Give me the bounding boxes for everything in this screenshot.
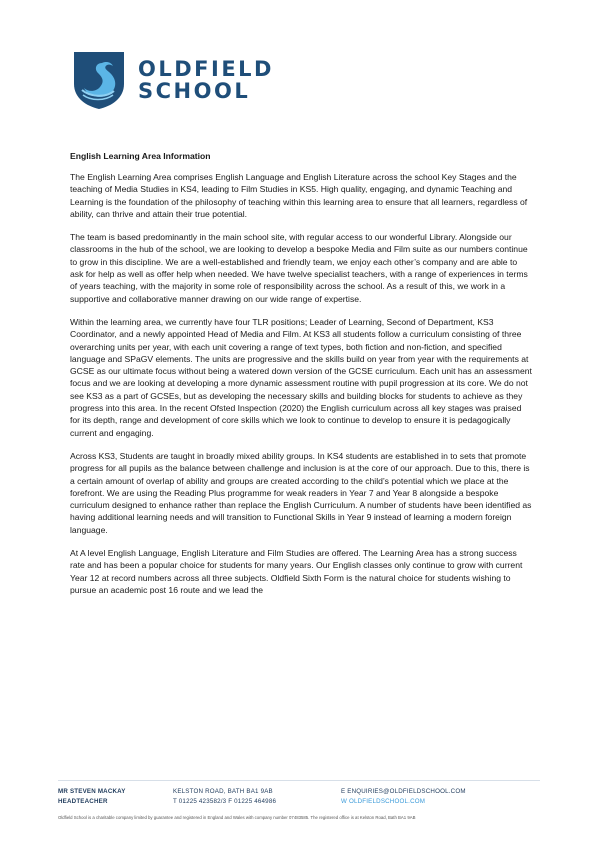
headteacher-name: MR STEVEN MACKAY (58, 788, 126, 795)
school-name-line1: OLDFIELD (138, 57, 274, 81)
school-phone: T 01225 423582/3 F 01225 464986 (173, 798, 277, 805)
school-logo (72, 50, 274, 110)
footer-address (173, 787, 276, 807)
paragraph-intro: The English Learning Area comprises English Language and English Literature across the school Key Stages and the teaching of Media Studies in KS4, leading to Film Studies in KS5. High quality, engaging, and dynamic Teaching and Learning is the foundation of the philosophy of teaching within this learning area to ensure that all learners, regardless of ability, can thrive and attain their true potential. (70, 172, 528, 219)
paragraph-curriculum: Within the learning area, we currently have four TLR positions; Leader of Learning, Second of Department, KS3 Coordinator, and a newly appointed Head of Media and Film. At KS3 all students follow a curriculum consisting of three overarching units per year, with each unit covering a range of text types, both fiction and non-fiction, and specified language and SPaGV elements. The units are progressive and the skills build on year from year with the requirements at GCSE as our ultimate focus without being a watered down version of the GCSE curriculum. Each unit has an assessment focus and we are looking at developing a more dynamic assessment routine with pupil progression at its core. We do not see KS3 as a part of GCSEs, but as developing the necessary skills and building blocks for students to achieve as they progress into this area. In the recent Ofsted Inspection (2020) the English curriculum across all key stages was praised for its depth, range and development of core skills which we look to continue to develop to ensure it is pedagogically current and engaging. (70, 316, 532, 438)
paragraph-grouping: Across KS3, Students are taught in broadly mixed ability groups. In KS4 students are established in to sets that promote progress for all pupils as the balance between challenge and inclusion is at the core of our approach. Due to this, there is a certain amount of overlap of ability and groups are created according to the child’s potential which we place at the forefront. We are using the Reading Plus programme for weak readers in Year 7 and Year 8 alongside a bespoke curriculum designed to enhance rather than replace the English Curriculum. A number of students have been identified as having additional learning needs and will transition to Functional Skills in Year 9 instead of learning a modern foreign language. (70, 450, 532, 535)
footer-headteacher (58, 787, 126, 807)
swan-crest-icon (72, 50, 126, 110)
paragraph-team: The team is based predominantly in the main school site, with regular access to our wonderful Library. Alongside our classrooms in the hub of the school, we are looking to develop a bespoke Media and Film suite as our numbers continue to grow in this discipline. We are a well-established and friendly team, we enjoy each other’s company and are able to ask for help as well as offer help when needed. We have twelve specialist teachers, with a range of experiences in terms of years teaching, with the majority in some role of responsibility across the school. As a result of this, we work in a supportive and collaborative manner drawing on our wide range of expertise. (70, 232, 528, 304)
footer-contact (341, 787, 466, 807)
headteacher-title: HEADTEACHER (58, 798, 108, 805)
school-website-link[interactable]: W OLDFIELDSCHOOL.COM (341, 798, 426, 805)
legal-notice: Oldfield School is a charitable company limited by guarantee and registered in England and Wales with company number 07483585. The registered office is at Kelston Road, Bath BA1 9AB (58, 815, 416, 820)
paragraph-a-level: At A level English Language, English Literature and Film Studies are offered. The Learning Area has a strong success rate and has been a popular choice for students for many years. Our English classes only continue to grow with current Year 12 at record numbers across all three subjects. Oldfield Sixth Form is the natural choice for students wishing to pursue an academic post 16 route and we lead the (70, 548, 523, 595)
school-name-line2: SCHOOL (138, 79, 251, 103)
school-email-link[interactable]: E ENQUIRIES@OLDFIELDSCHOOL.COM (341, 788, 466, 795)
document-title: English Learning Area Information (70, 151, 211, 161)
school-address: KELSTON ROAD, BATH BA1 9AB (173, 788, 273, 795)
document-body (70, 151, 532, 607)
footer-divider (58, 780, 540, 781)
school-wordmark (138, 58, 274, 102)
